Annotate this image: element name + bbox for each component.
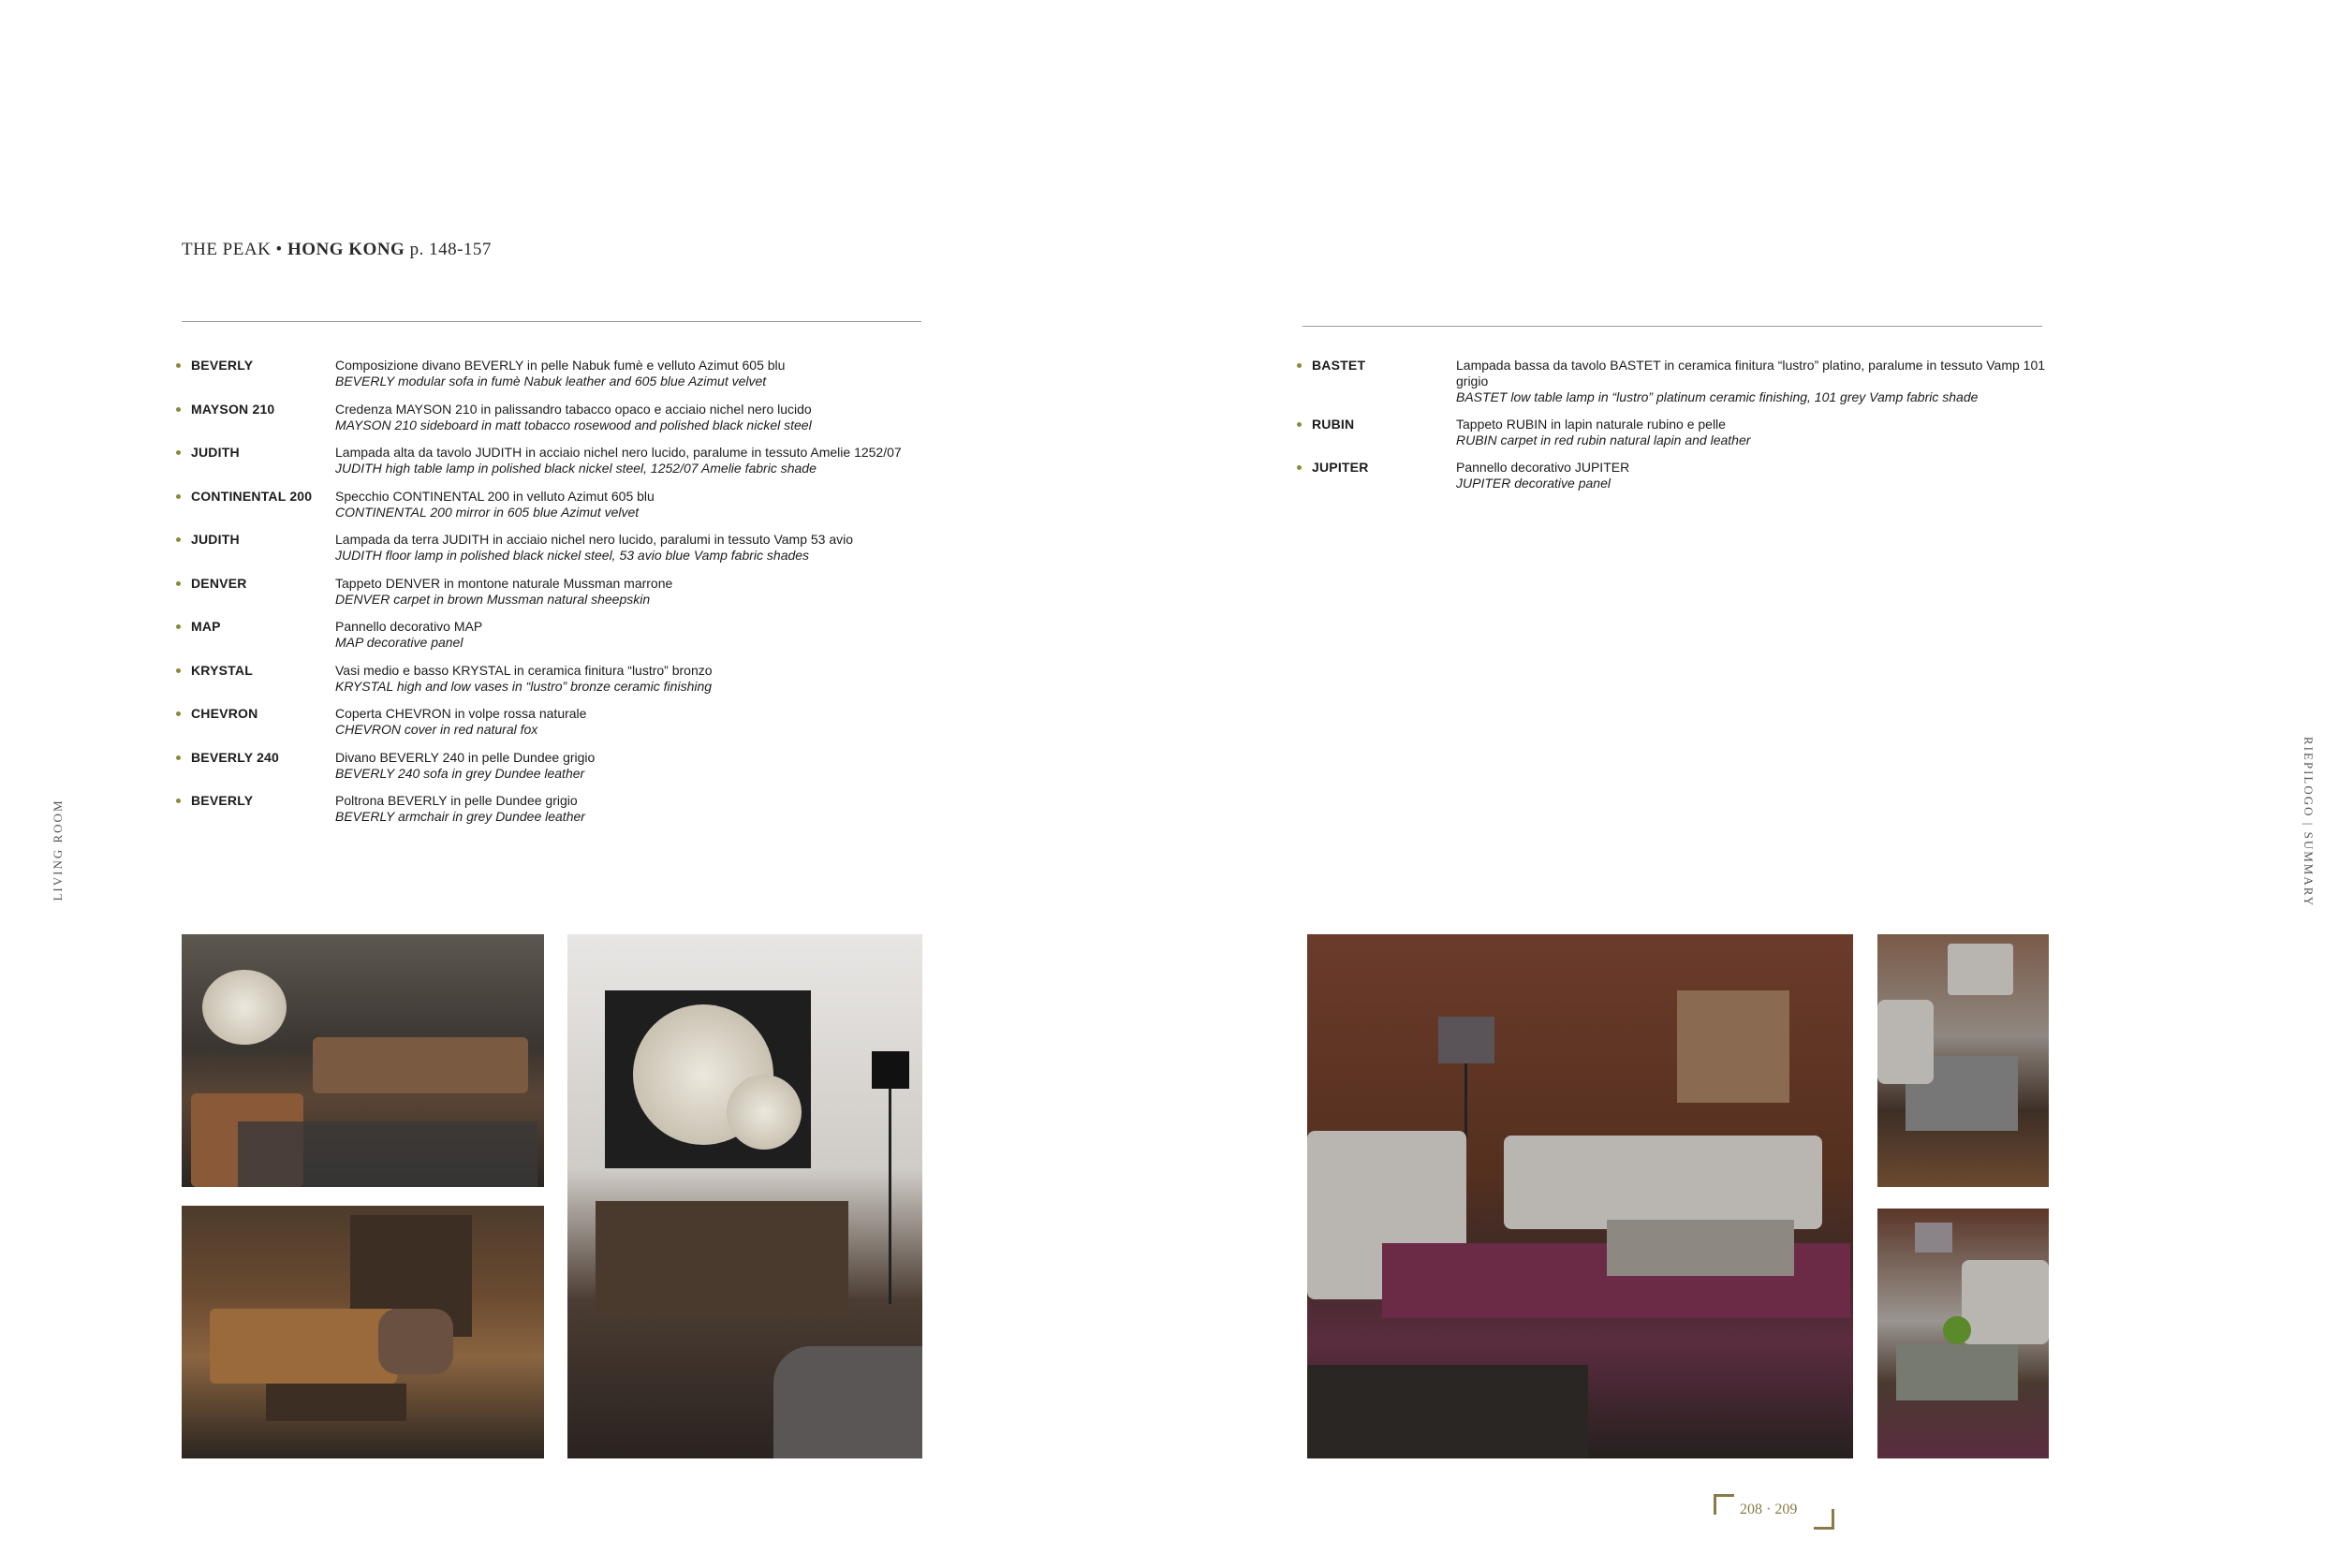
bullet-icon [1297,422,1302,427]
description-english: JUDITH floor lamp in polished black nickel steel, 53 avio blue Vamp fabric shades [335,548,810,563]
product-description [335,793,925,825]
product-description [1456,358,2046,405]
product-name: JUDITH [191,445,240,460]
description-italian: Vasi medio e basso KRYSTAL in ceramica finitura “lustro” bronzo [335,662,713,678]
page-number-corner-bottom [1814,1509,1834,1530]
bullet-icon [176,494,181,499]
list-item [176,619,925,652]
product-name: KRYSTAL [191,662,253,678]
description-italian: Lampada alta da tavolo JUDITH in acciaio nichel nero lucido, paralume in tessuto Amelie 1252/07 [335,445,902,460]
description-italian: Poltrona BEVERLY in pelle Dundee grigio [335,793,578,808]
list-item [176,402,925,434]
header-pages: p. 148-157 [409,240,492,259]
description-english: BEVERLY modular sofa in fumè Nabuk leather and 605 blue Azimut velvet [335,374,767,388]
list-item [176,576,925,608]
product-name: MAYSON 210 [191,401,275,417]
description-italian: Divano BEVERLY 240 in pelle Dundee grigio [335,749,596,765]
bullet-icon [176,450,181,455]
photo-table-lamp [1877,934,2049,1187]
bullet-icon [176,363,181,368]
list-item [176,358,925,390]
description-italian: Composizione divano BEVERLY in pelle Nabuk fumè e velluto Azimut 605 blu [335,358,786,373]
product-name: MAP [191,619,221,634]
bullet-icon [176,407,181,412]
product-list-left [176,358,925,837]
header-prefix: THE PEAK • [182,240,283,259]
bullet-icon [176,799,181,803]
product-description [335,358,925,389]
bullet-icon [176,624,181,629]
product-description [335,445,925,476]
description-italian: Credenza MAYSON 210 in palissandro tabacco opaco e acciaio nichel nero lucido [335,401,812,417]
product-description [335,532,925,564]
description-english: JUDITH high table lamp in polished black nickel steel, 1252/07 Amelie fabric shade [335,461,817,476]
photo-living-room-sofa [182,934,544,1187]
description-italian: Tappeto DENVER in montone naturale Mussman marrone [335,575,673,591]
list-item [1297,460,2046,492]
photo-sideboard-panel [567,934,922,1458]
page-title [182,240,492,260]
section-label-right: RIEPILOGO | SUMMARY [2302,736,2316,908]
list-item [176,489,925,521]
description-english: BEVERLY 240 sofa in grey Dundee leather [335,765,585,781]
description-italian: Coperta CHEVRON in volpe rossa naturale [335,706,587,721]
product-description [1456,460,2046,491]
product-description [335,402,925,433]
product-description [335,750,925,782]
page-number: 208 · 209 [1740,1502,1798,1517]
bullet-icon [1297,363,1302,368]
description-english: RUBIN carpet in red rubin natural lapin and leather [1456,432,1751,447]
product-name: BEVERLY 240 [191,749,280,765]
product-description [335,619,925,651]
bullet-icon [176,668,181,673]
list-item [1297,417,2046,449]
product-name: BEVERLY [191,793,254,808]
description-italian: Pannello decorativo MAP [335,619,483,634]
bullet-icon [176,537,181,542]
description-italian: Lampada da terra JUDITH in acciaio nichel nero lucido, paralumi in tessuto Vamp 53 avio [335,532,854,547]
description-english: MAP decorative panel [335,635,464,650]
description-italian: Pannello decorativo JUPITER [1456,460,1630,475]
bullet-icon [176,581,181,586]
header-location: HONG KONG [287,240,405,259]
bullet-icon [176,711,181,716]
list-item [176,750,925,783]
product-description [335,489,925,520]
product-name: CHEVRON [191,706,258,721]
description-english: BASTET low table lamp in “lustro” platinum ceramic finishing, 101 grey Vamp fabric shade [1456,389,1979,404]
description-english: KRYSTAL high and low vases in “lustro” bronze ceramic finishing [335,678,713,694]
description-english: CONTINENTAL 200 mirror in 605 blue Azimut velvet [335,504,640,520]
list-item [176,532,925,564]
photo-coffee-table [1877,1209,2049,1458]
product-description [335,663,925,695]
product-list-right [1297,358,2046,504]
product-name: BASTET [1312,358,1366,373]
list-item [176,706,925,739]
description-italian: Specchio CONTINENTAL 200 in velluto Azimut 605 blu [335,488,655,504]
divider-left [182,321,921,322]
description-italian: Tappeto RUBIN in lapin naturale rubino e pelle [1456,416,1726,432]
product-name: CONTINENTAL 200 [191,488,313,504]
list-item [1297,358,2046,405]
description-english: BEVERLY armchair in grey Dundee leather [335,809,585,824]
divider-right [1302,326,2042,327]
bullet-icon [176,755,181,760]
product-description [335,706,925,738]
product-name: RUBIN [1312,416,1355,432]
description-english: CHEVRON cover in red natural fox [335,722,538,737]
product-name: JUPITER [1312,460,1369,475]
product-description [1456,417,2046,448]
description-english: JUPITER decorative panel [1456,476,1611,491]
list-item [176,445,925,477]
photo-grey-sofa-room [1307,934,1853,1458]
description-italian: Lampada bassa da tavolo BASTET in ceramica finitura “lustro” platino, paralume in tessuto Vamp 101 grigio [1456,358,2046,388]
bullet-icon [1297,465,1302,470]
description-english: DENVER carpet in brown Mussman natural sheepskin [335,591,651,607]
list-item [176,663,925,696]
page-number-corner-top [1714,1494,1734,1515]
product-name: JUDITH [191,532,240,547]
description-english: MAYSON 210 sideboard in matt tobacco rosewood and polished black nickel steel [335,417,812,432]
product-description [335,576,925,608]
list-item [176,793,925,826]
product-name: BEVERLY [191,358,254,373]
product-name: DENVER [191,575,247,591]
photo-living-room-bookcase [182,1206,544,1458]
section-label-left: LIVING ROOM [51,799,65,901]
